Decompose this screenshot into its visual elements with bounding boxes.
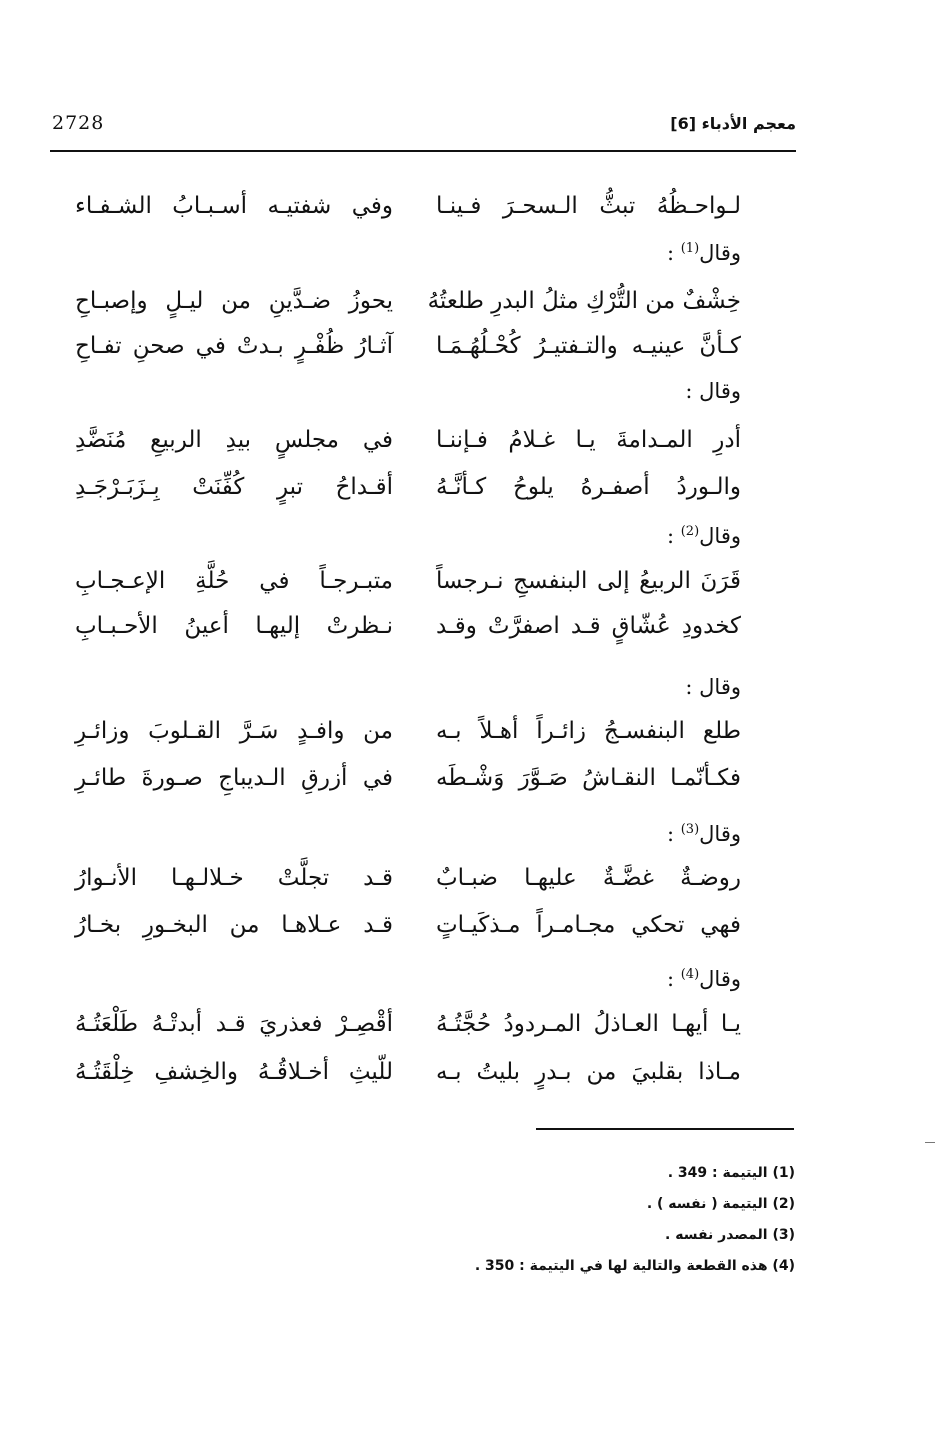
second-hemistich: قـد عـلاهـا من البخـورِ بخـارُ: [75, 912, 393, 938]
footnote-ref: (4): [680, 967, 700, 982]
footnote: (3) المصدر نفسه .: [665, 1227, 795, 1243]
verse-intro: وقال$^{(2)}$ :: [666, 524, 741, 548]
footnote: (4) هذه القطعة والتالية لها في اليتيمة : 350 .: [474, 1258, 795, 1274]
verse-line: [0, 606, 938, 646]
second-hemistich: في أزرقِ الـديباجِ صـورةَ طائـرِ: [75, 765, 393, 791]
footnote-ref: (3): [680, 822, 700, 837]
first-hemistich: يـا أيهـا العـاذلُ المـردودُ حُجَّتُـهُ: [436, 1011, 741, 1037]
verse-line: [0, 905, 938, 945]
verse-line: [0, 711, 938, 751]
first-hemistich: روضـةٌ غضَّـةٌ عليهـا ضبـابٌ: [436, 865, 741, 891]
first-hemistich: خِشْفٌ من التُّرْكِ مثلُ البدرِ طلعتُهُ: [427, 288, 741, 314]
first-hemistich: والـوردُ أصفـرهُ يلوحُ كـأنَّـهُ: [436, 474, 741, 500]
intro-text: وقال: [699, 524, 741, 548]
second-hemistich: نـظرتْ إليهـا أعينُ الأحـبـابِ: [75, 613, 393, 639]
second-hemistich: أقْصِـرْ فعذريَ قـد أبدتْـهُ طَلْعَتُـهُ: [75, 1011, 393, 1037]
intro-text: وقال: [699, 241, 741, 265]
second-hemistich: أقـداحُ تبرٍ كُفِّنَتْ بِـزَبَـرْجَـدِ: [75, 474, 393, 500]
verse-line: [0, 420, 938, 460]
verse-intro: وقال$^{(1)}$ :: [666, 241, 741, 265]
second-hemistich: يحوزُ ضـدَّينِ من ليـلٍ وإصبـاحِ: [75, 288, 393, 314]
verse-line: [0, 281, 938, 321]
footnote-ref: (1): [680, 241, 700, 256]
verse-intro: وقال :: [685, 675, 741, 699]
first-hemistich: قَرَنَ الربيعُ إلى البنفسجِ نـرجساً: [436, 568, 741, 594]
second-hemistich: قـد تجلَّتْ خـلالـهـا الأنـوارُ: [75, 865, 393, 891]
intro-text: وقال: [699, 675, 741, 699]
footnote: (2) اليتيمة ( نفسه ) .: [646, 1196, 795, 1212]
first-hemistich: كخدودِ عُشّاقٍ قـد اصفرَّتْ وقـد: [436, 613, 741, 639]
second-hemistich: وفي شفتيـه أسـبـابُ الشـفـاء: [75, 193, 393, 219]
page-number: 2728: [52, 112, 105, 134]
verse-line: [0, 1004, 938, 1044]
second-hemistich: للّيثِ أخـلاقُـهُ والخِشفِ خِلْقَتُـهُ: [75, 1059, 393, 1085]
first-hemistich: فهي تحكي مجـامـراً مـذكَيـاتٍ: [436, 912, 741, 938]
first-hemistich: لـواحـظُهُ تبثُّ الـسحـرَ فـينـا: [436, 193, 741, 219]
first-hemistich: فكـأنّمـا النقـاشُ صَـوَّرَ وَشْـطَه: [436, 765, 741, 791]
verse-line: [0, 186, 938, 226]
first-hemistich: طلع البنفسـجُ زائـراً أهـلاً بـه: [436, 718, 741, 744]
first-hemistich: مـاذا بقلبيَ من بـدرٍ بليتُ بـه: [436, 1059, 741, 1085]
verse-line: [0, 1052, 938, 1092]
first-hemistich: أدرِ المـدامةَ يـا غـلامُ فـإننـا: [436, 427, 741, 453]
second-hemistich: من وافـدٍ سَـرَّ القـلوبَ وزائـرِ: [75, 718, 393, 744]
verse-intro: وقال$^{(4)}$ :: [666, 967, 741, 991]
verse-line: [0, 326, 938, 366]
first-hemistich: كـأنَّ عينيـه والتـفتيـرُ كُحْـلُهُـمَـا: [436, 333, 741, 359]
verse-intro: وقال$^{(3)}$ :: [666, 822, 741, 846]
verse-line: [0, 467, 938, 507]
second-hemistich: في مجلسٍ بيدِ الربيعِ مُنَضَّدِ: [75, 427, 393, 453]
second-hemistich: آثـارُ ظُفْـرٍ بـدتْ في صحنِ تفـاحِ: [75, 333, 393, 359]
verse-intro: وقال :: [685, 379, 741, 403]
verse-line: [0, 561, 938, 601]
footnote: (1) اليتيمة : 349 .: [667, 1165, 795, 1181]
footnote-ref: (2): [680, 524, 700, 539]
verse-line: [0, 758, 938, 798]
intro-text: وقال: [699, 379, 741, 403]
intro-text: وقال: [699, 822, 741, 846]
footnotes: [475, 1158, 795, 1282]
verse-line: [0, 858, 938, 898]
running-head: معجم الأدباء [6]: [670, 114, 796, 133]
intro-text: وقال: [699, 967, 741, 991]
scan-edge-mark: [925, 1142, 935, 1143]
footnote-rule: [536, 1128, 794, 1130]
second-hemistich: متبـرجـاً في حُلَّةِ الإعـجـابِ: [75, 568, 393, 594]
